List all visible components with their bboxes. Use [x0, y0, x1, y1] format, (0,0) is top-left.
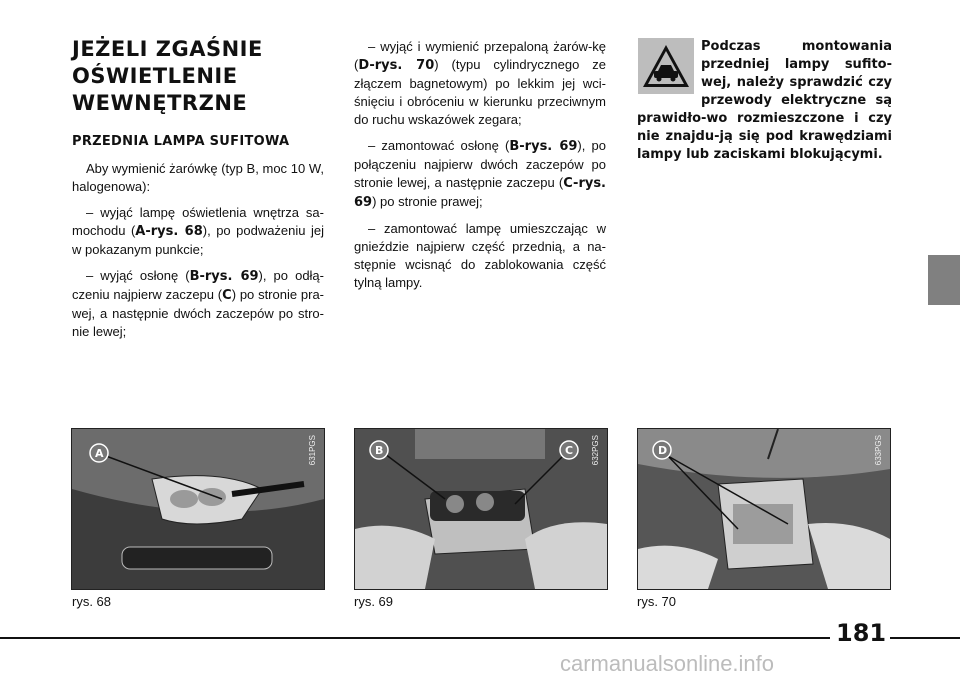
warning-text-block	[637, 38, 892, 164]
section-tab	[928, 255, 960, 305]
step-2-text-mid: ), po odłą-czeniu najpierw zaczepu (	[72, 268, 324, 302]
footer-rule-left	[0, 637, 830, 639]
label-c: C	[565, 444, 574, 457]
step-1-text: – wyjąć lampę oświetlenia wnętrza sa-mochodu (	[72, 205, 324, 238]
label-d: D	[658, 444, 668, 457]
figure-rys-70	[637, 428, 891, 590]
figure-rys-68	[71, 428, 325, 590]
step-4-text-mid: ), po połączeniu najpierw dwóch zaczepów po stronie lewej, a następnie zaczepu (	[354, 138, 606, 190]
ref-d-rys70: D-rys. 70	[358, 58, 435, 73]
footer-rule-right	[890, 637, 960, 639]
title-line-2: OŚWIETLENIE	[72, 64, 238, 88]
column-1	[72, 160, 324, 349]
ref-c: C	[222, 288, 232, 303]
paragraph-intro: Aby wymienić żarówkę (typ B, moc 10 W, halogenowa):	[72, 161, 324, 194]
title-line-3: WEWNĘTRZNE	[72, 91, 248, 115]
page-number: 181	[836, 619, 887, 647]
label-b: B	[375, 444, 384, 457]
column-2	[354, 38, 606, 300]
ref-b-rys69-2: B-rys. 69	[509, 139, 578, 154]
figure-rys-69	[354, 428, 608, 590]
step-1-text-end: ), po podważeniu jej w pokazanym punkcie;	[72, 223, 324, 257]
warning-text: Podczas montowania przedniej lampy sufito-wej, należy sprawdzić czy przewody elektryczne są prawidło-wo rozmieszczone i czy nie znajdu-ją się pod krawędziami lampy lub zaciskami blokującymi.	[637, 39, 892, 162]
step-2-text: – wyjąć osłonę (	[86, 268, 190, 283]
section-title	[72, 36, 332, 117]
caption-rys-70: rys. 70	[637, 594, 677, 609]
photo-cover-removal	[355, 429, 607, 589]
figure-code: 633PGS	[874, 435, 883, 466]
title-line-1: JEŻELI ZGAŚNIE	[72, 37, 263, 61]
paragraph-step-4	[354, 137, 606, 212]
figure-code: 632PGS	[591, 435, 600, 466]
caption-rys-69: rys. 69	[354, 594, 394, 609]
ref-b-rys69: B-rys. 69	[189, 269, 259, 284]
paragraph-step-3	[354, 38, 606, 129]
ref-c-rys69: C-rys. 69	[354, 176, 606, 210]
subheading: PRZEDNIA LAMPA SUFITOWA	[72, 134, 290, 149]
figure-code: 631PGS	[308, 435, 317, 466]
step-4-text: – zamontować osłonę (	[368, 138, 510, 153]
step-3-text-end: ) (typu cylindrycznego ze złączem bagnetowym) po lekkim jej wci-śnięciu i obróceniu w kierunku przeciwnym do ruchu wskazówek zegara;	[354, 57, 607, 127]
paragraph-step-5: – zamontować lampę umieszczając w gnieździe najpierw część przednią, a na-stępnie wcisnąć do zablokowania część tylną lampy.	[354, 221, 606, 290]
watermark: carmanualsonline.info	[560, 651, 775, 676]
label-a: A	[95, 447, 104, 460]
step-2-text-end: ) po stronie pra-wej, a następnie dwóch zaczepów po stro-nie lewej;	[72, 287, 325, 339]
photo-lamp-removal	[72, 429, 324, 589]
ref-a-rys68: A-rys. 68	[135, 224, 203, 239]
paragraph-step-2	[72, 267, 324, 341]
paragraph-step-1	[72, 204, 324, 259]
step-4-text-end: ) po stronie prawej;	[372, 194, 483, 209]
caption-rys-68: rys. 68	[72, 594, 112, 609]
step-3-text: – wyjąć i wymienić przepaloną żarów-kę (	[354, 39, 606, 72]
photo-bulb-replacement	[638, 429, 890, 589]
